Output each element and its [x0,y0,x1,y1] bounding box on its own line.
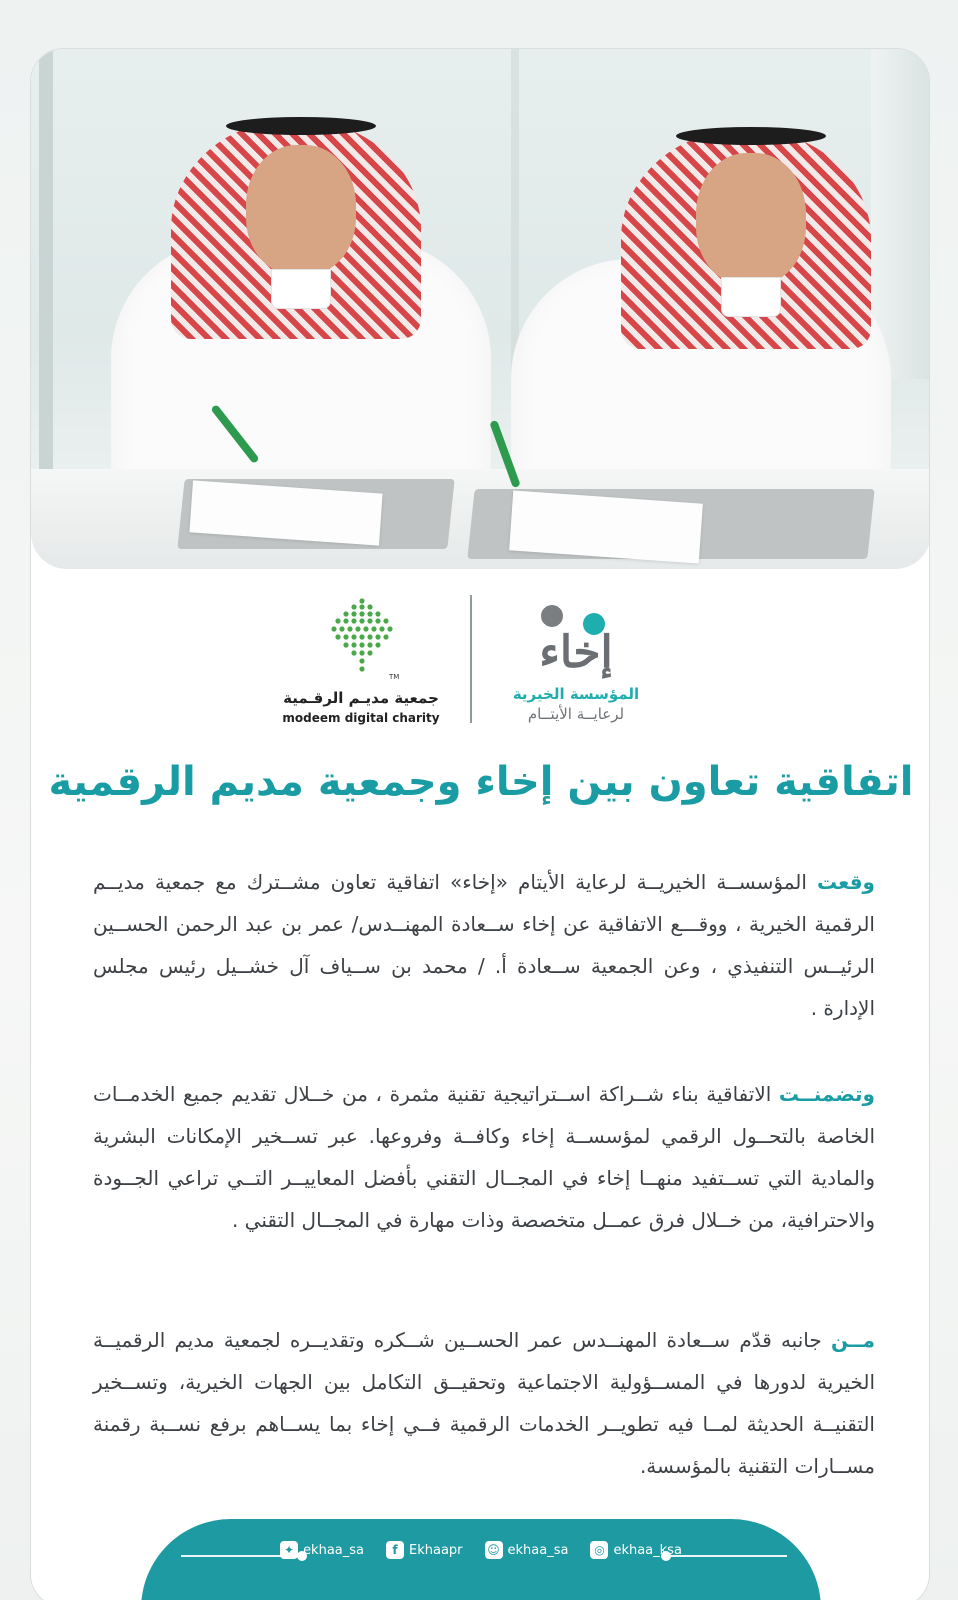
modeem-arabic-name: جمعية مديـم الرقـمية [283,689,439,707]
social-twitter[interactable] [280,1541,364,1559]
instagram-icon: ◎ [590,1541,608,1559]
social-links [141,1541,821,1559]
ekhaa-mark: إخاء [539,627,613,678]
logos-row [31,589,930,739]
facebook-icon: f [386,1541,404,1559]
paragraph [93,1319,875,1487]
trademark: TM [389,673,400,681]
paragraph-lead: مــن [830,1328,875,1352]
social-handle: ekhaa_ksa [613,1542,682,1558]
social-handle: ekhaa_sa [303,1542,364,1558]
paragraph-lead: وتضمنــت [778,1082,875,1106]
tree-dots-icon [327,597,397,673]
ekhaa-logo [501,597,701,727]
social-instagram[interactable] [590,1541,681,1559]
card-frame [30,48,930,1600]
social-handle: ekhaa_sa [507,1542,569,1558]
twitter-icon: ✦ [280,1541,298,1559]
paragraph [93,861,875,1029]
paragraph-lead: وقعت [817,870,875,894]
paragraph-text: المؤسســة الخيريــة لرعاية الأيتام «إخاء» اتفاقية تعاون مشــترك مع جمعية مديــم الرقمية الخيرية ، ووقـــع الاتفاقية عن إخاء ســعادة المهنــدس/ عمر بن عبد الرحمن الحســين الرئيــس التنفيذي ، وعن الجمعية ســعادة أ. / محمد بن ســياف آل خشــيل رئيس مجلس الإدارة . [93,870,875,1020]
signing-photo [31,49,930,569]
social-handle: Ekhaapr [409,1542,463,1558]
modeem-logo [271,597,451,727]
modeem-english-name: modeem digital charity [282,711,440,725]
social-facebook[interactable] [386,1541,463,1559]
page-title: اتفاقية تعاون بين إخاء وجمعية مديم الرقمية [48,759,914,805]
figure-grey-icon [541,605,563,627]
ekhaa-line2: لرعايــة الأيتــام [527,705,625,723]
snapchat-icon: ☺ [485,1541,503,1559]
window-frame [39,49,53,469]
paragraph [93,1073,875,1241]
social-snapchat[interactable] [485,1541,569,1559]
ekhaa-line1: المؤسسة الخيرية [512,685,640,703]
logo-divider [470,595,472,723]
footer-bar [141,1519,821,1600]
paragraph-text: الاتفاقية بناء شــراكة اســتراتيجية تقنية مثمرة ، من خــلال تقديم جميع الخدمــات الخاصة بالتحــول الرقمي لمؤسســة إخاء وكافــة وفروعها. عبر تســخير الإمكانات البشرية والمادية التي تســتفيد منهــا إخاء في المجــال التقني بأفضل المعاييــر التــي تراعي الجــودة والاحترافية، من خــلال فرق عمــل متخصصة وذات مهارة في المجــال التقني . [93,1082,875,1232]
paragraph-text: جانبه قدّم ســعادة المهنــدس عمر الحســين شــكره وتقديــره لجمعية مديم الرقميــة الخيرية لدورها في المســؤولية الاجتماعية وتحقيــق التكامل بين الجهات الخيرية، وتســخير التقنيــة الحديثة لمــا فيه تطويــر الخدمات الرقمية فــي إخاء بما يســاهم برفع نســبة رقمنة مســارات التقنية بالمؤسسة. [93,1328,875,1478]
